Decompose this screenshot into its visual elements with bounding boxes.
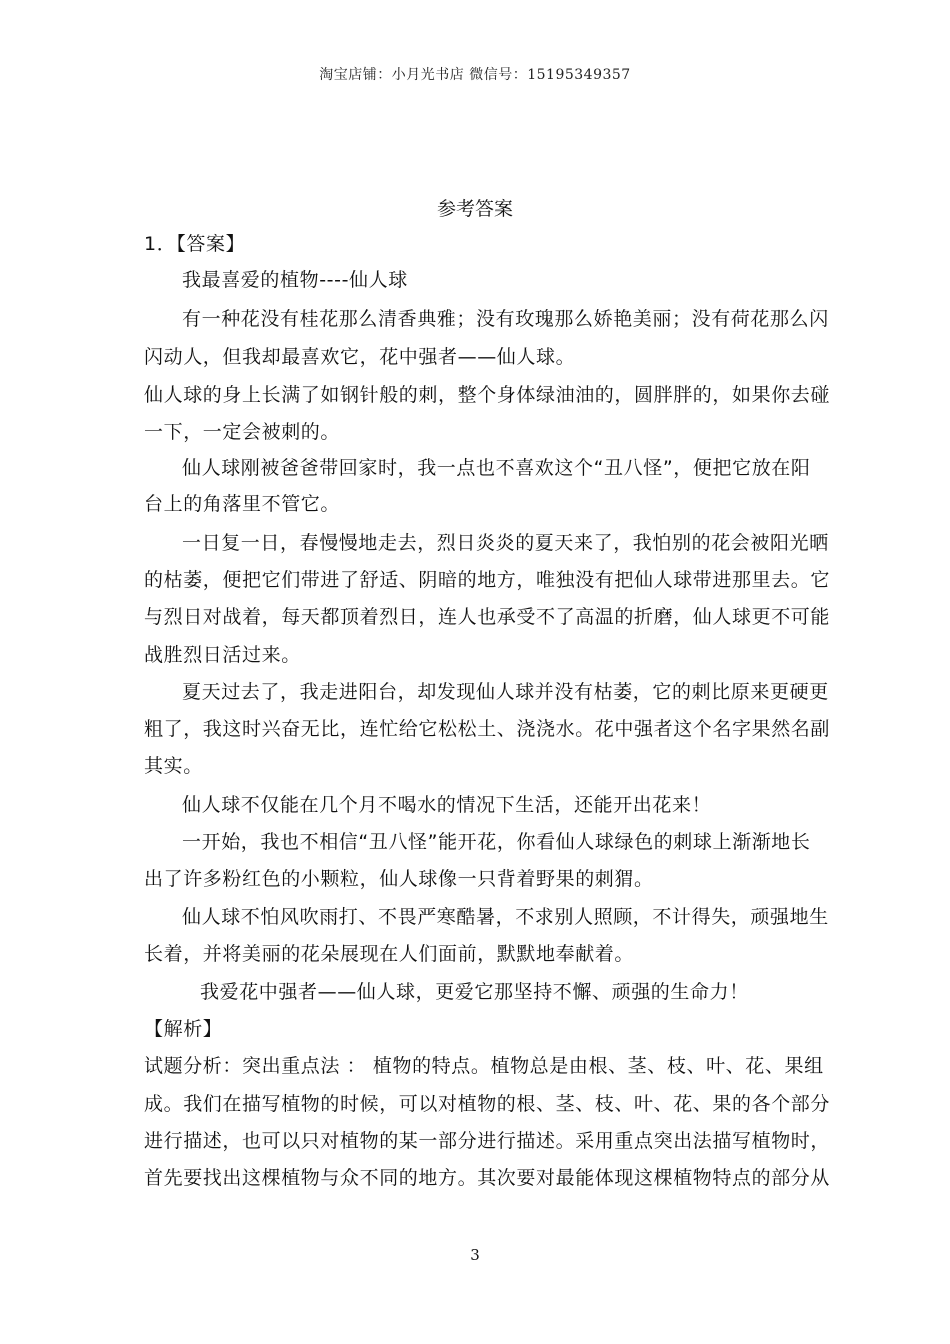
paragraph-line: 战胜烈日活过来。 (144, 644, 301, 666)
paragraph-line: 其实。 (144, 755, 203, 777)
paragraph-line: 仙人球刚被爸爸带回家时，我一点也不喜欢这个“丑八怪”，便把它放在阳 (182, 457, 811, 479)
essay-title: 我最喜爱的植物----仙人球 (182, 269, 408, 291)
paragraph-line: 出了许多粉红色的小颗粒，仙人球像一只背着野果的刺猬。 (144, 868, 654, 890)
paragraph-line: 仙人球不怕风吹雨打、不畏严寒酷暑，不求别人照顾，不计得失，顽强地生 (182, 906, 829, 928)
paragraph-line: 我爱花中强者——仙人球，更爱它那坚持不懈、顽强的生命力！ (200, 981, 749, 1003)
paragraph-line: 有一种花没有桂花那么清香典雅；没有玫瑰那么娇艳美丽；没有荷花那么闪 (182, 308, 829, 330)
paragraph-line: 一日复一日，春慢慢地走去，烈日炎炎的夏天来了，我怕别的花会被阳光晒 (182, 532, 829, 554)
analysis-line: 成。我们在描写植物的时候，可以对植物的根、茎、枝、叶、花、果的各个部分 (144, 1093, 831, 1115)
paragraph-line: 夏天过去了，我走进阳台，却发现仙人球并没有枯萎，它的刺比原来更硬更 (182, 681, 829, 703)
paragraph-line: 一下，一定会被刺的。 (144, 421, 341, 443)
page-header: 淘宝店铺：小月光书店 微信号：15195349357 (319, 67, 631, 83)
paragraph-line: 仙人球的身上长满了如钢针般的刺，整个身体绿油油的，圆胖胖的，如果你去碰 (144, 384, 831, 406)
paragraph-line: 与烈日对战着，每天都顶着烈日，连人也承受不了高温的折磨，仙人球更不可能 (144, 606, 831, 628)
paragraph-line: 一开始，我也不相信“丑八怪”能开花，你看仙人球绿色的刺球上渐渐地长 (182, 831, 811, 853)
paragraph-line: 仙人球不仅能在几个月不喝水的情况下生活，还能开出花来！ (182, 794, 712, 816)
paragraph-line: 台上的角落里不管它。 (144, 493, 341, 515)
answer-label: 1．【答案】 (144, 233, 246, 255)
paragraph-line: 粗了，我这时兴奋无比，连忙给它松松土、浇浇水。花中强者这个名字果然名副 (144, 718, 831, 740)
page-title: 参考答案 (436, 198, 513, 220)
page-number: 3 (470, 1246, 480, 1264)
paragraph-line: 的枯萎，便把它们带进了舒适、阴暗的地方，唯独没有把仙人球带进那里去。它 (144, 569, 831, 591)
analysis-line: 试题分析：突出重点法 ： 植物的特点。植物总是由根、茎、枝、叶、花、果组 (144, 1055, 824, 1077)
paragraph-line: 闪动人，但我却最喜欢它，花中强者——仙人球。 (144, 346, 576, 368)
analysis-line: 首先要找出这棵植物与众不同的地方。其次要对最能体现这棵植物特点的部分从 (144, 1167, 831, 1189)
analysis-line: 进行描述，也可以只对植物的某一部分进行描述。采用重点突出法描写植物时， (144, 1130, 831, 1152)
paragraph-line: 长着，并将美丽的花朵展现在人们面前，默默地奉献着。 (144, 943, 635, 965)
analysis-label: 【解析】 (144, 1018, 223, 1040)
